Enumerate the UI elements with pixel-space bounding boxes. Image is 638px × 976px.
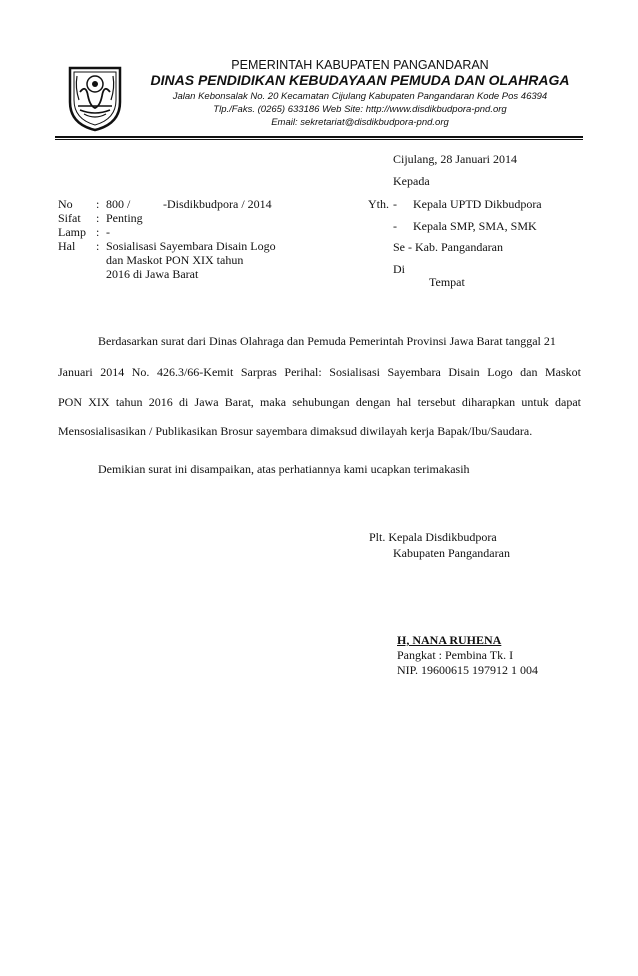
regency-emblem-logo	[66, 62, 124, 132]
hal-label: Hal	[58, 239, 76, 253]
signatory-rank: Pangkat : Pembina Tk. I	[397, 648, 514, 662]
signatory-nip: NIP. 19600615 197912 1 004	[397, 663, 539, 677]
recipient-1: Kepala UPTD Dikbudpora	[413, 197, 542, 211]
signatory-title: Plt. Kepala Disdikbudpora	[369, 530, 497, 544]
header-email: Email: sekretariat@disdikbudpora-pnd.org	[271, 117, 449, 128]
sifat-value: Penting	[106, 211, 143, 225]
lamp-label: Lamp	[58, 225, 86, 239]
body-line-1: Berdasarkan surat dari Dinas Olahraga dan Pemuda Pemerintah Provinsi Jawa Barat tanggal 21	[98, 334, 556, 348]
recipient-area: Se - Kab. Pangandaran	[393, 240, 503, 254]
letter-date: Cijulang, 28 Januari 2014	[393, 152, 517, 166]
kepada-label: Kepada	[393, 174, 430, 188]
closing-sentence: Demikian surat ini disampaikan, atas perhatiannya kami ucapkan terimakasih	[98, 462, 470, 476]
sifat-label: Sifat	[58, 211, 81, 225]
hal-colon: :	[96, 239, 100, 253]
tempat-label: Tempat	[429, 275, 465, 289]
lamp-colon: :	[96, 225, 100, 239]
signatory-region: Kabupaten Pangandaran	[393, 546, 510, 560]
hal-line-1: Sosialisasi Sayembara Disain Logo	[106, 239, 276, 253]
body-line-4: Mensosialisasikan / Publikasikan Brosur sayembara dimaksud diwilayah kerja Bapak/Ibu/Saudara.	[58, 424, 533, 438]
header-divider-thick	[55, 136, 583, 138]
header-address: Jalan Kebonsalak No. 20 Kecamatan Cijulang Kabupaten Pangandaran Kode Pos 46394	[172, 91, 548, 102]
header-phone-website: Tlp./Faks. (0265) 633186 Web Site: http://www.disdikbudpora-pnd.org	[213, 104, 507, 115]
no-label: No	[58, 197, 73, 211]
hal-line-3: 2016 di Jawa Barat	[106, 267, 199, 281]
body-line-3: PON XIX tahun 2016 di Jawa Barat, maka sehubungan dengan hal tersebut diharapkan untuk dapat	[58, 395, 581, 409]
recipient-1-dash: -	[393, 197, 397, 211]
sifat-colon: :	[96, 211, 100, 225]
no-colon: :	[96, 197, 100, 211]
hal-line-2: dan Maskot PON XIX tahun	[106, 253, 244, 267]
lamp-value: -	[106, 225, 110, 239]
no-suffix: -Disdikbudpora / 2014	[163, 197, 272, 211]
header-agency-name: DINAS PENDIDIKAN KEBUDAYAAN PEMUDA DAN OLAHRAGA	[150, 72, 570, 88]
header-government-name: PEMERINTAH KABUPATEN PANGANDARAN	[231, 58, 489, 72]
recipient-2: Kepala SMP, SMA, SMK	[413, 219, 537, 233]
signatory-name: H, NANA RUHENA	[397, 633, 502, 647]
no-value: 800 /	[106, 197, 131, 211]
header-divider-thin	[55, 139, 583, 140]
body-line-2: Januari 2014 No. 426.3/66-Kemit Sarpras Perihal: Sosialisasi Sayembara Disain Logo dan Maskot	[58, 365, 581, 379]
yth-label: Yth.	[368, 197, 389, 211]
recipient-2-dash: -	[393, 219, 397, 233]
di-label: Di	[393, 262, 405, 276]
